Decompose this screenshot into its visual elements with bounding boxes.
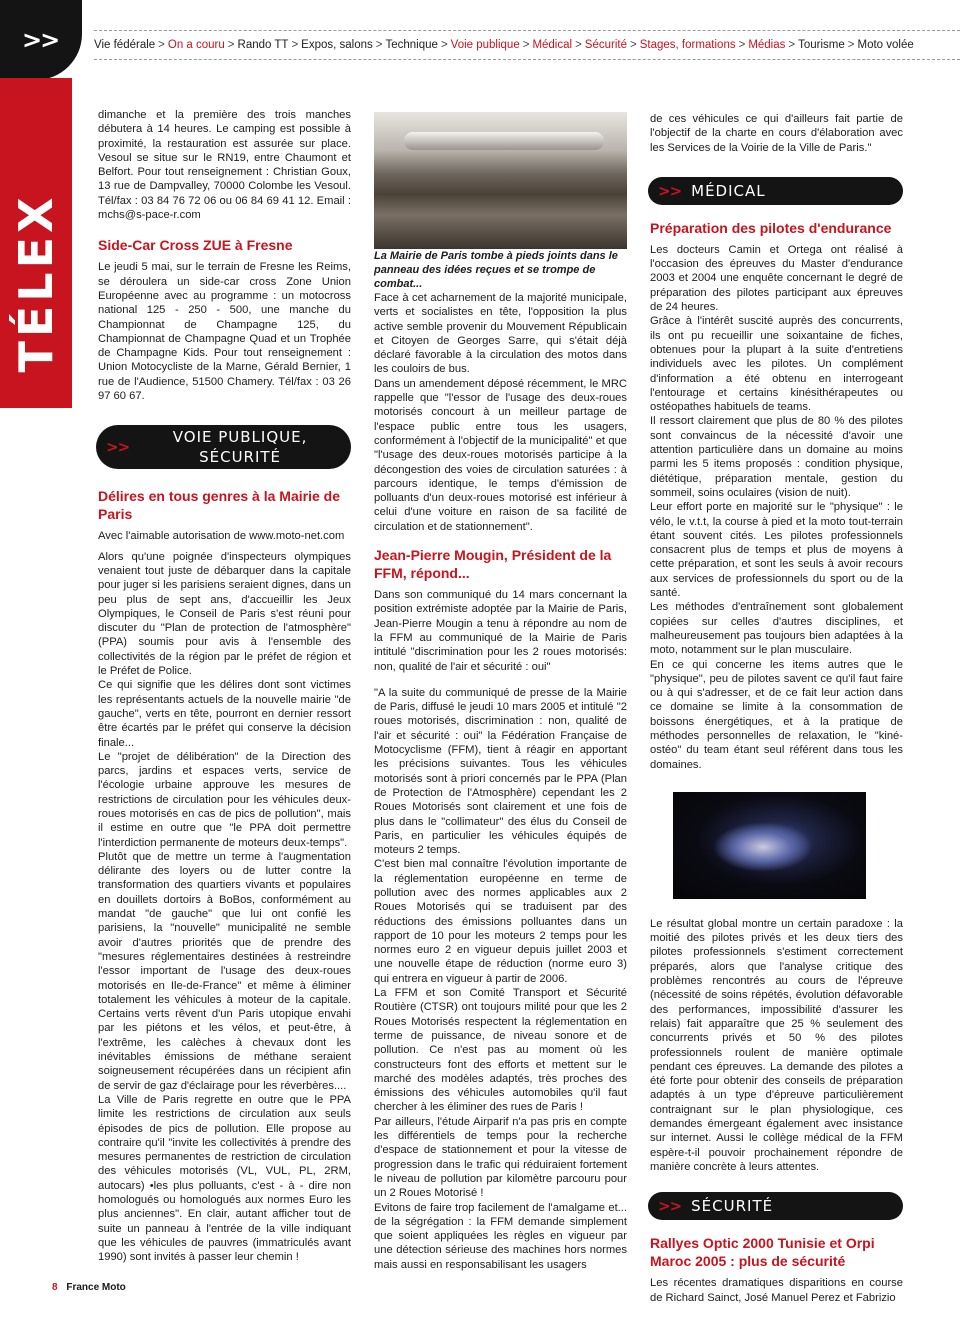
column-1: [98, 108, 351, 1264]
breadcrumb-separator: >: [522, 39, 530, 51]
double-arrow-icon: >>: [22, 26, 59, 54]
article-title: Délires en tous genres à la Mairie de Paris: [98, 488, 340, 523]
article-paragraph: Les docteurs Camin et Ortega ont réalisé à l'occasion des épreuves du Master d'endurance 2003 et 2004 une enquête concernant le degré de préparation des pilotes participant aux épreuves de 24 heures.: [650, 243, 903, 314]
nav-item[interactable]: Voie publique: [450, 39, 520, 51]
article-paragraph: "A la suite du communiqué de presse de la Mairie de Paris, diffusé le jeudi 10 mars 2005 et intitulé "2 roues motorisés, discrimination : non, qualité de l'air et sécurité : oui" la Fédération Française de Motocyclisme (FFM), tient à réagir en apportant les précisions suivantes. Tous les véhicules motorisés sont à priori concernés par le PPA (Plan de Protection de l'Atmosphère) cependant les 2 Roues Motorisés sont clairement et une fois de plus dans le "collimateur" des élus du Conseil de Paris, en particulier les véhicules équipés de moteurs 2 temps.: [374, 686, 627, 857]
page-number: 8: [52, 1282, 58, 1293]
article-paragraph: Plutôt que de mettre un terme à l'augmentation délirante des loyers ou de lutter contre la transformation des quartiers vivants et populaires en douillets dortoirs à BoBos, conformément au mandat "de gauche" que lui ont confié les parisiens, la "nouvelle" municipalité ne semble avoir d'autres priorités que de prendre des "mesures réglementaires destinées à restreindre l'essor important de l'usage des deux-roues motorisés en Ile-de-France" et même à éliminer totalement les véhicules à moteur de la capitale. Certains verts rêvent d'un Paris utopique envahi par les piétons et les vélos, et peut-être, à l'extrême, les calèches à chevaux dont les inévitables émissions de méthane seraient soigneusement récupérées dans un récipient afin de servir de gaz d'éclairage pour les réverbères....: [98, 850, 351, 1092]
article-paragraph: Par ailleurs, l'étude Airparif n'a pas pris en compte les différentiels de temps pour la recherche d'espace de stationnement et pour la vitesse de progression dans le trafic qui réduiraient fortement le niveau de pollution par kilomètre parcouru pour un 2 Roues Motorisé !: [374, 1115, 627, 1200]
breadcrumb-separator: >: [575, 39, 582, 51]
article-paragraph: C'est bien mal connaître l'évolution importante de la réglementation européenne en terme de pollution avec des normes applicables aux 2 Roues Motorisés qui se traduisent par des réductions des émissions polluantes dans un rapport de 10 pour les moteurs 2 temps pour les normes euro 2 en vigueur depuis juillet 2003 et une nouvelle étape de réduction (norme euro 3) qui entrera en vigueur à partir de 2006.: [374, 858, 627, 985]
article-title: Side-Car Cross ZUE à Fresne: [98, 237, 293, 254]
exhaust-pipe-shape: [404, 132, 604, 150]
article-text: Le jeudi 5 mai, sur le terrain de Fresne les Reims, se déroulera un side-car cross Zone Union Européenne avec au programme : un motocross national 125 - 250 - 500, une manche du Championnat de Champagne 125, du Championnat de Champagne Quad et un Trophée de Champagne Kids. Pour tout renseignement : Union Motocycliste de la Marne, Gérald Bernier, 1 rue de l'Audience, 51500 Chamery. Tél/fax : 03 26 97 60 67.: [98, 261, 351, 403]
article-title: Préparation des pilotes d'endurance: [650, 219, 892, 236]
nav-item[interactable]: Tourisme: [798, 39, 845, 51]
article-paragraph: Il ressort clairement que plus de 80 % des pilotes sont convaincus de la nécessité d'avoir une attention particulière dans un domaine au moins parmi les 5 items proposés : condition physique, diététique, préparation mentale, gestion du sommeil, soins oculaires (vision de nuit).: [650, 415, 903, 499]
nav-item[interactable]: Expos, salons: [301, 39, 373, 51]
corner-tab: [0, 0, 82, 80]
article-paragraph: Dans son communiqué du 14 mars concernant la position extrémiste adoptée par la Mairie de Paris, Jean-Pierre Mougin a tenu à répondre au nom de la FFM au communiqué de la Mairie de Paris intitulé "discrimination pour les 2 roues motorisés: non, qualité de l'air et sécurité : oui": [374, 589, 627, 673]
motorcycle-shape: [713, 822, 813, 872]
article-paragraph: Le "projet de délibération" de la Direction des parcs, jardins et espaces verts, service de l'écologie urbaine approuve les mesures de restrictions de circulation pour les véhicules deux-roues motorisés en cas de pics de pollution", mais il estime en outre que "le PPA doit permettre l'interdiction permanente de moteurs deux-temps".: [98, 750, 351, 849]
article-paragraph: Evitons de faire trop facilement de l'amalgame et... de la ségrégation : la FFM demande simplement que soient appliquées les règles en vigueur par une détection sérieuse des machines hors normes mais aussi en responsabilisant les usagers: [374, 1201, 627, 1271]
article-paragraph: En ce qui concerne les items autres que le "physique", peu de pilotes savent ce qu'il faut faire ou à qui s'adresser, et de ce fait leur action dans ce domaine se limite à la consommation de boissons énergétiques, et à la pratique de méthodes personnelles de relaxation, le "kiné-ostéo" du team étant seul référent dans tous les domaines.: [650, 658, 903, 771]
double-arrow-icon: >>: [658, 1197, 682, 1216]
band-title-line-1: VOIE PUBLIQUE,: [172, 428, 308, 447]
nav-item[interactable]: Rando TT: [237, 39, 289, 51]
section-band-voie-publique: [96, 425, 351, 469]
article-paragraph: Grâce à l'intérêt suscité auprès des concurrents, ils ont pu recueillir une soixantaine de fiches, obtenues pour la plupart à la suite d'entretiens individuels avec les pilotes. Un complément d'information a été obtenu en interrogeant l'entourage et certains kinésithérapeutes ou ostéopathes habituels de teams.: [650, 315, 903, 414]
nav-item[interactable]: Technique: [385, 39, 438, 51]
band-title: MÉDICAL: [691, 181, 766, 200]
article-paragraph: Alors qu'une poignée d'inspecteurs olympiques venaient tout juste de débarquer dans la capitale pour juger si les parisiens seraient dignes, dans un peu plus de sept ans, d'accueillir les Jeux Olympiques, le Conseil de Paris s'est réuni pour discuter du "Plan de protection de l'atmosphère" (PPA) soumis pour avis à l'ensemble des collectivités de la région par le préfet de région et le Préfet de Police.: [98, 550, 351, 678]
photo-caption: La Mairie de Paris tombe à pieds joints dans le panneau des idées reçues et se trompe de combat...: [374, 250, 618, 290]
breadcrumb-separator: >: [788, 39, 796, 51]
breadcrumb-separator: >: [291, 39, 299, 51]
nav-item[interactable]: Stages, formations: [639, 39, 736, 51]
magazine-name: France Moto: [66, 1282, 126, 1293]
breadcrumb-separator: >: [847, 39, 855, 51]
telex-intro-text: dimanche et la première des trois manches débutera à 14 heures. Le camping est possible à proximité, la restauration est assurée sur place. Vesoul se situe sur le RN19, entre Chaumont et Belfort. Pour tout renseignement : Christian Goux, 13 rue de Dampvalley, 70000 Colombe les Vesoul. Tél/fax : 03 84 76 72 06 ou 06 84 69 41 12. Email : mchs@s-pace-r.com: [98, 109, 351, 222]
section-band-medical: [648, 177, 903, 205]
page-footer: [52, 1282, 126, 1293]
article-title: Rallyes Optic 2000 Tunisie et Orpi Maroc 2005 : plus de sécurité: [650, 1235, 875, 1270]
breadcrumb-separator: >: [158, 39, 165, 51]
section-nav: [94, 30, 960, 60]
article-paragraph: Face à cet acharnement de la majorité municipale, verts et socialistes en tête, l'opposition la plus active semble provenir du Mouvement Républicain et Citoyen de Georges Sarre, qui s'était déjà déclaré favorable à la circulation des motos dans les couloirs de bus.: [374, 292, 627, 376]
article-source: Avec l'aimable autorisation de www.moto-net.com: [98, 530, 345, 543]
article-paragraph: Les récentes dramatiques disparitions en course de Richard Sainct, José Manuel Perez et Fabrizio: [650, 1277, 903, 1304]
nav-item[interactable]: Médias: [748, 39, 786, 51]
article-paragraph: Leur effort porte en majorité sur le "physique" : le vélo, le v.t.t, la course à pied et la moto tout-terrain étant souvent cités. Les pilotes professionnels consacrent plus de temps et plus de moyens à cette préparation, et sont les seuls à avoir recours aux services de professionnels du sport ou de la santé.: [650, 501, 903, 600]
breadcrumb-separator: >: [227, 39, 235, 51]
breadcrumb-separator: >: [375, 39, 383, 51]
band-title-line-2: SÉCURITÉ: [199, 448, 282, 467]
band-title: SÉCURITÉ: [691, 1197, 774, 1216]
article-paragraph: La Ville de Paris regrette en outre que le PPA limite les restrictions de circulation aux seuls épisodes de pics de pollution. Elle propose au contraire qu'il "invite les collectivités à prendre des mesures permanentes de restriction de circulation des véhicules motorisés (VL, VUL, PL, 2RM, autocars) •les plus polluants, c'est - à - dire non homologués ou homologués aux normes Euro les plus anciennes". En clair, autant afficher tout de suite un panneau à l'entrée de la ville indiquant que les véhicules de pauvres (immatriculés avant 1990) sont invités à passer leur chemin !: [98, 1093, 351, 1264]
article-paragraph: Le résultat global montre un certain paradoxe : la moitié des pilotes privés et les deux tiers des pilotes professionnels s'estiment correctement préparés, alors que l'analyse critique des problèmes rencontrés au cours de l'épreuve (nécessité de soins répétés, évolution défavorable des performances, impossibilité d'assurer les relais) fait apparaître que 25 % seulement des concurrents privés et 50 % des pilotes professionnels roulent de manière optimale pendant ces épreuves. La demande des pilotes a été forte pour obtenir des conseils de préparation adaptés à un type d'épreuve particulièrement contraignant sur le plan physiologique, ces demandes émergeant également avec insistance sur internet. Aussi le collège médical de la FFM espère-t-il pouvoir prochainement répondre de manière concrète à leurs attentes.: [650, 917, 903, 1173]
double-arrow-icon: >>: [658, 181, 682, 200]
article-paragraph: La FFM et son Comité Transport et Sécurité Routière (CTSR) ont toujours milité pour que les 2 Roues Motorisés respectent la réglementation en terme de puissance, de niveau sonore et de pollution. Ce n'est pas au moment où les constructeurs font des efforts et mettent sur le marché des modèles adaptés, très proches des émissions des véhicules automobiles qu'il faut chercher à les éliminer des rues de Paris !: [374, 987, 627, 1114]
column-3: [650, 112, 903, 1305]
breadcrumb-separator: >: [738, 39, 746, 51]
section-band-securite: [648, 1192, 903, 1220]
nav-item[interactable]: Moto volée: [857, 39, 914, 51]
column-2: [374, 112, 627, 1272]
article-paragraph: Les méthodes d'entraînement sont globalement copiées sur celles d'autres disciplines, et malheureusement pas toujours bien adaptées à la moto, notamment sur le plan musculaire.: [650, 601, 903, 657]
photo-exhaust-pipe: [374, 112, 627, 249]
article-paragraph: Ce qui signifie que les délires dont sont victimes les représentants actuels de la nouvelle mairie "de gauche", verts en tête, pourront en dernier ressort être écartés par le préfet qui conserve la décision finale...: [98, 679, 351, 749]
article-paragraph: de ces véhicules ce qui d'ailleurs fait partie de l'objectif de la charte en cours d'élaboration avec les Services de la Voirie de la Ville de Paris.": [650, 113, 903, 154]
nav-item[interactable]: Vie fédérale: [94, 39, 156, 51]
article-paragraph: Dans un amendement déposé récemment, le MRC rappelle que "l'essor de l'usage des deux-roues motorisés concourt à un meilleur partage de l'espace public entre tous les usagers, conformément à l'objectif de la municipalité" et que "l'usage des deux-roues motorisés participe à la décongestion des voies de circulation saturées : à parcours identique, le temps d'émission de polluants d'un deux-roues motorisé est inférieur à celui d'une voiture en raison de sa facilité de circulation et de stationnement".: [374, 377, 627, 533]
breadcrumb-separator: >: [440, 39, 448, 51]
nav-item[interactable]: Médical: [532, 39, 573, 51]
breadcrumb-separator: >: [629, 39, 637, 51]
nav-item[interactable]: Sécurité: [584, 39, 627, 51]
photo-endurance-motorcycle: [673, 792, 866, 899]
nav-item[interactable]: On a couru: [167, 39, 225, 51]
article-title: Jean-Pierre Mougin, Président de la FFM, répond...: [374, 547, 612, 582]
section-label: TÉLEX: [9, 193, 63, 373]
section-side-band: [0, 78, 72, 408]
double-arrow-icon: >>: [106, 438, 130, 457]
